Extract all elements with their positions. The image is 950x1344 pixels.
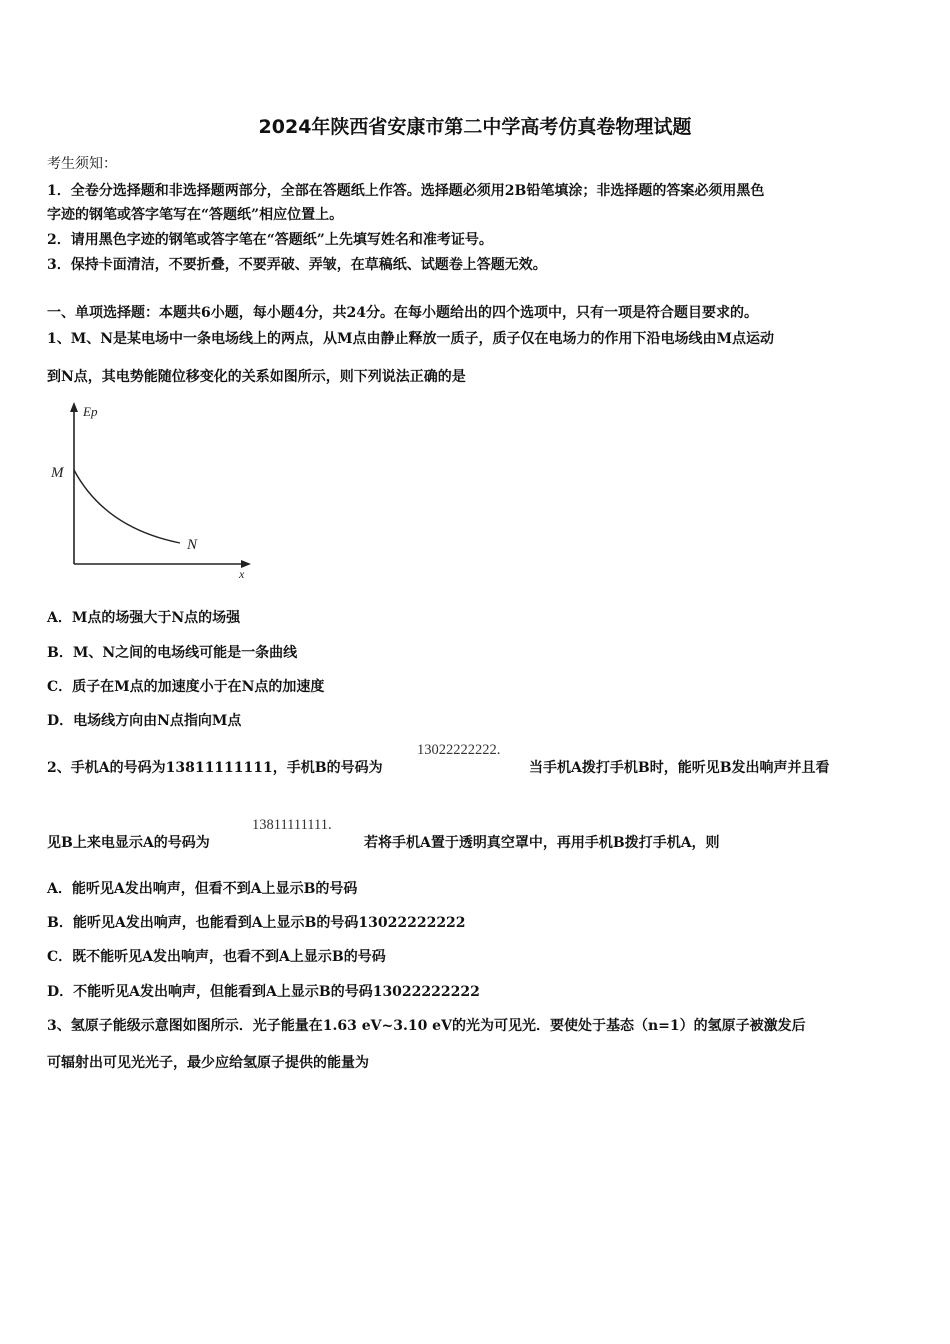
q2-option-d: D．不能听见A发出响声，但能看到A上显示B的号码13022222222 (47, 984, 480, 1000)
x-axis-label: x (239, 567, 245, 581)
point-n-label: N (187, 537, 198, 553)
q2-number-b: 13022222222. (417, 742, 501, 758)
q2-stem-line-2b: 若将手机A置于透明真空罩中，再用手机B拨打手机A，则 (364, 835, 720, 851)
q1-option-a: A．M点的场强大于N点的场强 (47, 610, 241, 626)
q3-stem-line-2: 可辐射出可见光光子，最少应给氢原子提供的能量为 (47, 1055, 369, 1071)
page-title: 2024年陕西省安康市第二中学高考仿真卷物理试题 (258, 116, 692, 138)
q3-stem-line-1: 3、氢原子能级示意图如图所示．光子能量在1.63 eV~3.10 eV的光为可见光．要使处于基态（n=1）的氢原子被激发后 (47, 1018, 806, 1034)
y-axis-label: Ep (83, 404, 98, 419)
notice-line-3: 2．请用黑色字迹的钢笔或答字笔在“答题纸”上先填写姓名和准考证号。 (47, 232, 493, 248)
q2-option-a: A．能听见A发出响声，但看不到A上显示B的号码 (47, 881, 358, 897)
q2-stem-line-2a: 见B上来电显示A的号码为 (47, 835, 210, 851)
q1-option-d: D．电场线方向由N点指向M点 (47, 713, 242, 729)
notice-line-1: 1．全卷分选择题和非选择题两部分，全部在答题纸上作答。选择题必须用2B铅笔填涂；非选择题的答案必须用黑色 (47, 183, 765, 199)
q1-stem-line-1: 1、M、N是某电场中一条电场线上的两点，从M点由静止释放一质子，质子仅在电场力的作用下沿电场线由M点运动 (47, 331, 775, 347)
notice-line-2: 字迹的钢笔或答字笔写在“答题纸”相应位置上。 (47, 207, 344, 223)
section-heading: 一、单项选择题：本题共6小题，每小题4分，共24分。在每小题给出的四个选项中，只有一项是符合题目要求的。 (47, 305, 758, 321)
q1-option-b: B．M、N之间的电场线可能是一条曲线 (47, 645, 298, 661)
ep-x-graph (45, 398, 260, 588)
notice-line-4: 3．保持卡面清洁，不要折叠，不要弄破、弄皱，在草稿纸、试题卷上答题无效。 (47, 257, 547, 273)
q2-option-c: C．既不能听见A发出响声，也看不到A上显示B的号码 (47, 949, 386, 965)
q2-stem-line-1a: 2、手机A的号码为13811111111，手机B的号码为 (47, 760, 383, 776)
q2-number-a: 13811111111. (252, 817, 332, 833)
q2-stem-line-1b: 当手机A拨打手机B时，能听见B发出响声并且看 (529, 760, 830, 776)
q2-option-b: B．能听见A发出响声，也能看到A上显示B的号码13022222222 (47, 915, 466, 931)
q1-stem-line-2: 到N点，其电势能随位移变化的关系如图所示，则下列说法正确的是 (47, 369, 466, 385)
notice-heading: 考生须知： (47, 156, 117, 172)
point-m-label: M (51, 465, 64, 481)
q1-option-c: C．质子在M点的加速度小于在N点的加速度 (47, 679, 325, 695)
